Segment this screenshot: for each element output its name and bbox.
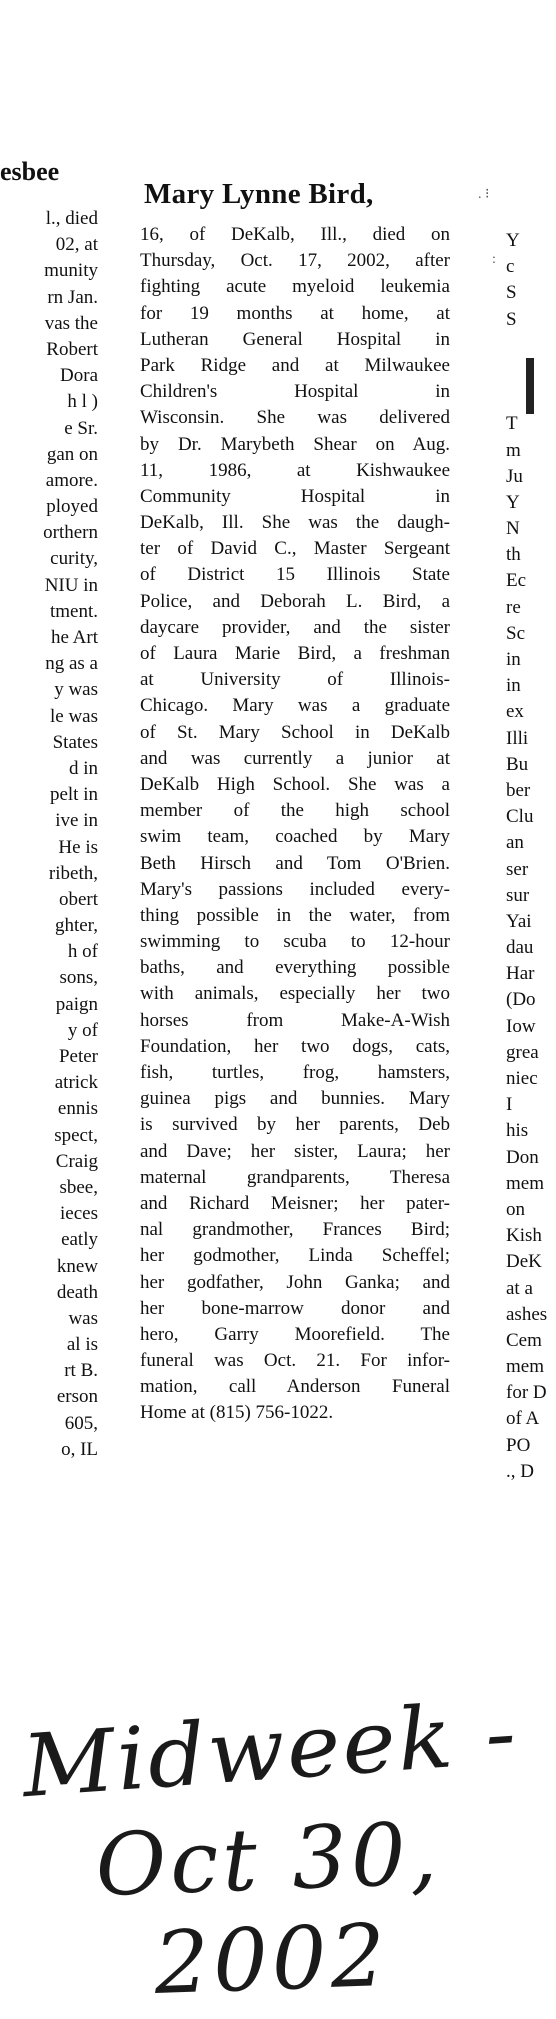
right-column-line: Bu xyxy=(506,753,529,775)
left-column-line: ghter, xyxy=(54,915,98,937)
right-column-line: T xyxy=(506,413,518,435)
left-column-line: h of xyxy=(67,941,98,963)
left-column-line: gan on xyxy=(46,443,98,465)
right-column-line: of A xyxy=(506,1408,540,1430)
obituary-line: maternal grandparents, Theresa xyxy=(140,1166,450,1188)
right-column-line: mem xyxy=(506,1356,544,1378)
left-column-line: o, IL xyxy=(61,1438,98,1460)
left-column-line: atrick xyxy=(54,1072,98,1094)
right-column-line: Clu xyxy=(506,806,534,828)
left-column-line: sons, xyxy=(59,967,98,989)
obituary-line: Community Hospital in xyxy=(140,485,450,507)
left-column-line: amore. xyxy=(45,469,98,491)
obituary-line: and was currently a junior at xyxy=(140,747,450,769)
obituary-line: 11, 1986, at Kishwaukee xyxy=(140,459,450,481)
right-column-line: re xyxy=(506,596,521,618)
obituary-line: thing possible in the water, from xyxy=(140,904,450,926)
obituary-line: is survived by her parents, Deb xyxy=(140,1114,450,1136)
right-column-line: Har xyxy=(506,963,535,985)
obituary-line: of District 15 Illinois State xyxy=(140,564,450,586)
obituary-line: her bone-marrow donor and xyxy=(140,1297,450,1319)
obituary-line: mation, call Anderson Funeral xyxy=(140,1376,450,1398)
right-column-line: m xyxy=(506,439,521,461)
obituary-name: Mary Lynne Bird, xyxy=(144,178,374,210)
right-column-line: Y xyxy=(506,491,520,513)
left-column-line: pelt in xyxy=(49,784,98,806)
obituary-line: Park Ridge and at Milwaukee xyxy=(140,354,450,376)
left-column-line: spect, xyxy=(54,1124,98,1146)
right-column-line: ashes xyxy=(506,1303,548,1325)
obituary-line: fighting acute myeloid leukemia xyxy=(140,276,450,298)
obituary-line: Children's Hospital in xyxy=(140,381,450,403)
right-column-line: ., D xyxy=(506,1460,534,1482)
obituary-line: Wisconsin. She was delivered xyxy=(140,407,450,429)
left-column-line: erson xyxy=(56,1386,98,1408)
right-column-line xyxy=(506,333,546,359)
right-column-line: c xyxy=(506,256,515,278)
right-column-line: ber xyxy=(506,779,531,801)
left-column-line: e Sr. xyxy=(64,417,98,439)
left-column-fragment xyxy=(0,162,100,1463)
right-column-line: Yai xyxy=(506,910,532,932)
right-column-line: ser xyxy=(506,858,529,880)
right-column-line: dau xyxy=(506,937,534,959)
obituary-line: her godfather, John Ganka; and xyxy=(140,1271,450,1293)
obituary-line: member of the high school xyxy=(140,800,450,822)
right-column-line: Illi xyxy=(506,727,529,749)
right-column-line: on xyxy=(506,1198,525,1220)
left-column-line: d in xyxy=(68,757,98,779)
left-column-line: y was xyxy=(54,679,98,701)
obituary-line: Thursday, Oct. 17, 2002, after xyxy=(140,250,450,272)
right-column-line: his xyxy=(506,1120,529,1142)
obituary-line: hero, Garry Moorefield. The xyxy=(140,1323,450,1345)
right-column-line: (Do xyxy=(506,989,536,1011)
right-column-line: DeK xyxy=(506,1251,542,1273)
left-column-line: paign xyxy=(55,993,98,1015)
left-column-line: knew xyxy=(56,1255,98,1277)
right-column-line: for D xyxy=(506,1382,547,1404)
left-column-line: ive in xyxy=(55,810,98,832)
right-column-line: Cem xyxy=(506,1329,542,1351)
obituary-line: Foundation, her two dogs, cats, xyxy=(140,1035,450,1057)
right-column-line: S xyxy=(506,282,517,304)
left-column-line: tment. xyxy=(49,600,98,622)
left-column-line: l., died xyxy=(45,208,98,229)
obituary-line: with animals, especially her two xyxy=(140,983,450,1005)
left-column-line: He is xyxy=(58,836,98,858)
obituary-line: by Dr. Marybeth Shear on Aug. xyxy=(140,433,450,455)
left-column-line: ennis xyxy=(57,1098,98,1120)
left-column-line: curity, xyxy=(50,548,98,570)
left-column-line: rn Jan. xyxy=(47,286,98,308)
right-column-line: niec xyxy=(506,1068,538,1089)
right-column-line: N xyxy=(506,518,520,540)
obituary-line: swim team, coached by Mary xyxy=(140,826,450,848)
left-column-line: eatly xyxy=(61,1229,98,1251)
right-column-line: sur xyxy=(506,884,530,906)
left-column-line: y of xyxy=(67,1019,98,1041)
right-column-line: Ec xyxy=(506,570,527,592)
obituary-line: swimming to scuba to 12-hour xyxy=(140,931,450,953)
left-column-line: NIU in xyxy=(44,574,98,596)
right-column-line: Ju xyxy=(506,465,523,487)
obituary-line: horses from Make-A-Wish xyxy=(140,1009,450,1031)
right-column-line: Iow xyxy=(506,1015,536,1037)
right-column-line: Don xyxy=(506,1146,539,1168)
right-column-line xyxy=(506,385,546,411)
right-column-line: in xyxy=(506,675,521,697)
obituary-line: baths, and everything possible xyxy=(140,957,450,979)
left-column-line: death xyxy=(56,1281,98,1303)
left-column-line: vas the xyxy=(44,312,98,334)
obituary-line: Mary's passions included every- xyxy=(140,878,450,900)
obituary-line: Police, and Deborah L. Bird, a xyxy=(140,590,450,612)
left-column-line: 605, xyxy=(64,1412,98,1434)
ink-speck: : xyxy=(492,252,496,267)
right-column-line: at a xyxy=(506,1277,533,1299)
obituary-line: guinea pigs and bunnies. Mary xyxy=(140,1088,450,1110)
right-column-line: PO xyxy=(506,1434,531,1456)
obituary-body xyxy=(140,178,450,1427)
left-column-line: ribeth, xyxy=(48,862,98,884)
left-column-line: Craig xyxy=(55,1150,98,1172)
handwritten-date: Oct 30, 2002 xyxy=(93,1804,443,2015)
ink-speck: . ⁝ xyxy=(478,187,490,202)
obituary-line: fish, turtles, frog, hamsters, xyxy=(140,1062,450,1083)
left-column-line: he Art xyxy=(51,627,98,648)
obituary-line: ter of David C., Master Sergeant xyxy=(140,538,450,560)
right-column-line: grea xyxy=(506,1041,539,1063)
obituary-line: of St. Mary School in DeKalb xyxy=(140,721,450,743)
left-column-line: al is xyxy=(66,1334,98,1356)
left-column-line: Robert xyxy=(46,338,98,360)
left-column-line: rt B. xyxy=(64,1360,98,1382)
left-column-line: was xyxy=(68,1307,98,1329)
obituary-line: DeKalb, Ill. She was the daugh- xyxy=(140,512,450,534)
left-column-line: h l ) xyxy=(67,391,98,413)
right-column-line: mem xyxy=(506,1172,544,1194)
left-column-line: 02, at xyxy=(55,234,98,256)
handwritten-publication: Midweek - xyxy=(19,1682,521,1818)
left-column-line: munity xyxy=(44,260,98,282)
left-column-line: le was xyxy=(49,705,98,727)
obituary-line: her godmother, Linda Scheffel; xyxy=(140,1245,450,1267)
left-column-line: obert xyxy=(58,888,98,910)
right-column-line: th xyxy=(506,544,521,566)
obituary-line: at University of Illinois- xyxy=(140,669,450,691)
obituary-line: daycare provider, and the sister xyxy=(140,616,450,638)
right-column-line: in xyxy=(506,649,521,670)
left-column-line: ng as a xyxy=(45,653,98,675)
obituary-line: DeKalb High School. She was a xyxy=(140,773,450,795)
obituary-line: Home at (815) 756-1022. xyxy=(140,1402,334,1424)
obituary-line: and Dave; her sister, Laura; her xyxy=(140,1140,450,1162)
left-column-line: States xyxy=(52,731,98,753)
obituary-line: 16, of DeKalb, Ill., died on xyxy=(140,224,450,245)
right-column-line: an xyxy=(506,832,524,854)
right-column-line: S xyxy=(506,308,517,330)
obituary-line: Chicago. Mary was a graduate xyxy=(140,695,450,717)
obituary-line: nal grandmother, Frances Bird; xyxy=(140,1219,450,1241)
obituary-line: Beth Hirsch and Tom O'Brien. xyxy=(140,852,450,874)
obituary-line: and Richard Meisner; her pater- xyxy=(140,1192,450,1214)
right-column-line: I xyxy=(506,1094,513,1116)
right-column-line: Sc xyxy=(506,622,525,644)
obituary-line: of Laura Marie Bird, a freshman xyxy=(140,643,450,664)
left-column-line: sbee, xyxy=(59,1176,98,1198)
right-column-line: ex xyxy=(506,701,524,723)
left-column-line: orthern xyxy=(43,522,98,544)
left-column-line: ployed xyxy=(46,496,98,518)
obituary-line: funeral was Oct. 21. For infor- xyxy=(140,1350,450,1372)
right-column-line xyxy=(506,359,546,385)
obituary-line: for 19 months at home, at xyxy=(140,302,450,324)
obituary-line: Lutheran General Hospital in xyxy=(140,328,450,350)
right-column-fragment xyxy=(506,200,546,1485)
left-column-line: Dora xyxy=(60,365,98,387)
right-column-line: Y xyxy=(506,230,520,251)
right-column-line: Kish xyxy=(506,1225,542,1247)
left-column-line: Peter xyxy=(58,1046,98,1067)
left-column-line: ieces xyxy=(60,1203,98,1225)
left-obituary-heading: esbee xyxy=(0,157,60,186)
